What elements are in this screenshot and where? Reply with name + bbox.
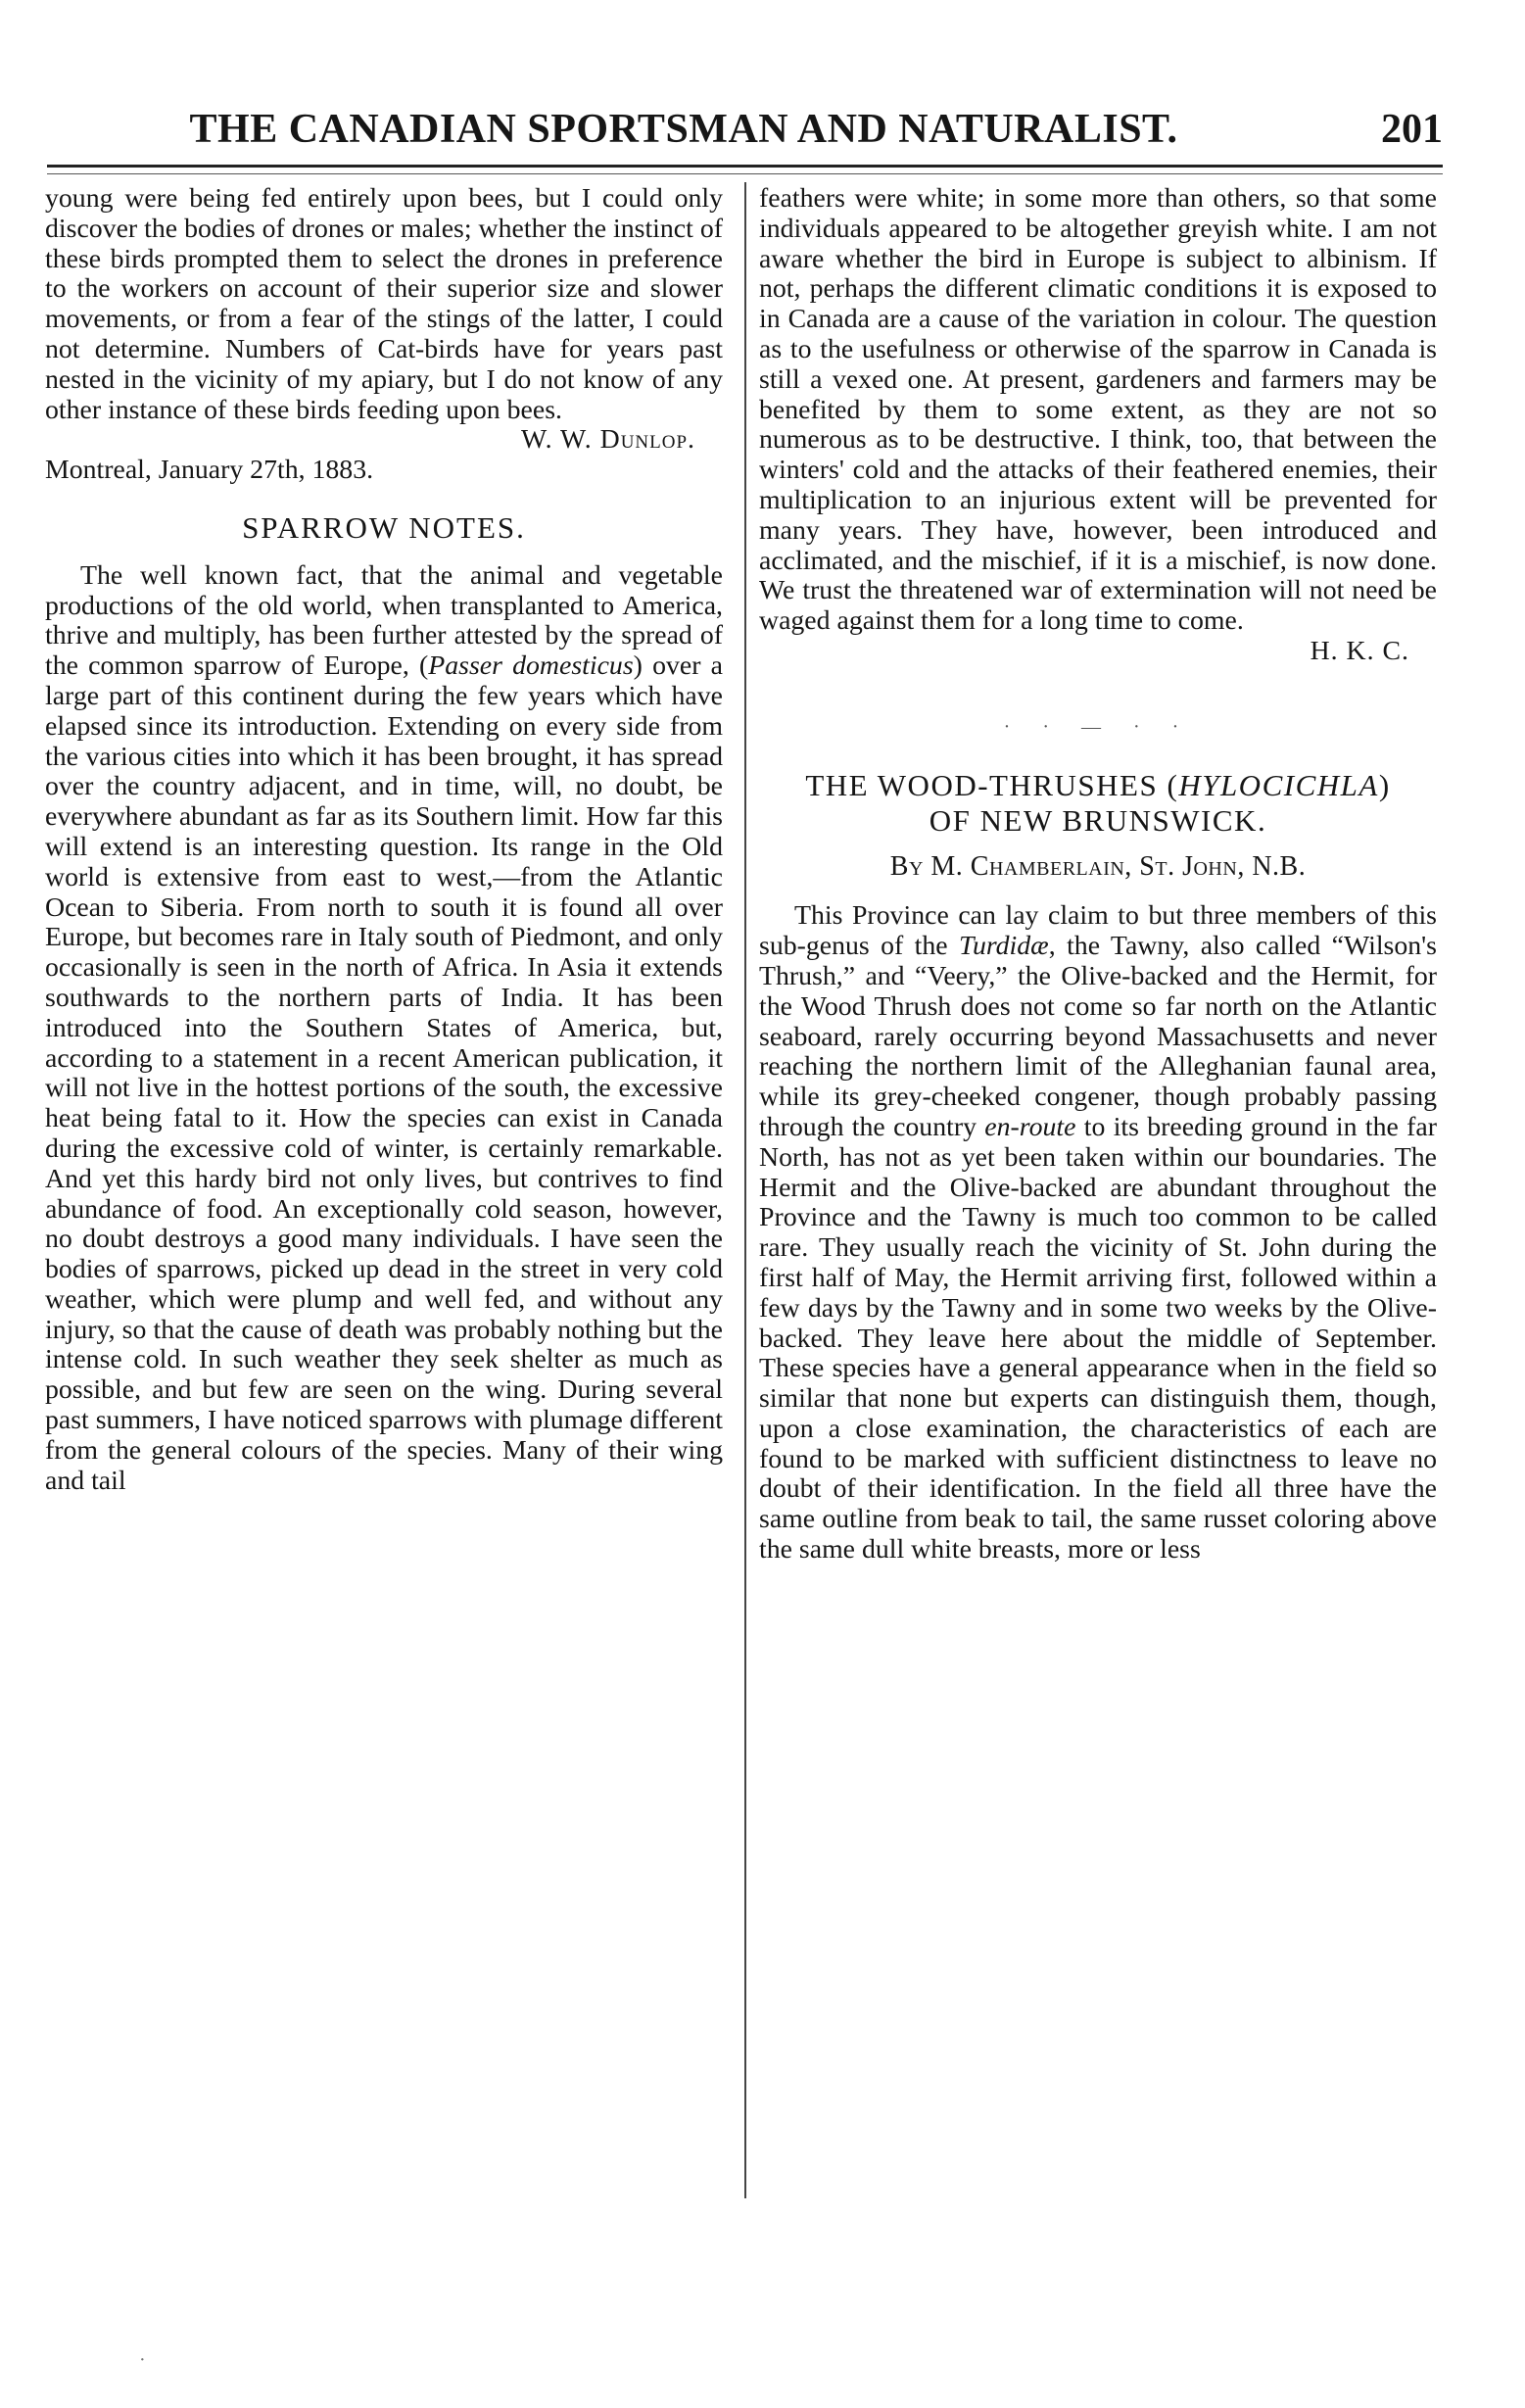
- section-heading-wood-thrushes: [759, 768, 1437, 839]
- column-divider: [744, 182, 746, 2198]
- page-number: 201: [1381, 107, 1443, 152]
- paragraph-thrushes: [759, 901, 1437, 1565]
- signature-dunlop: W. W. Dunlop.: [520, 424, 695, 456]
- heading-line-2: OF NEW BRUNSWICK.: [929, 802, 1267, 838]
- paragraph-sparrow: [45, 561, 723, 1497]
- signature-hkc: H. K. C.: [1310, 635, 1409, 666]
- header-rule: [47, 165, 1443, 168]
- family-name-turdidae: Turdidæ: [959, 931, 1049, 962]
- stray-mark: ·: [139, 2349, 146, 2371]
- dateline: Montreal, January 27th, 1883.: [45, 455, 374, 486]
- section-heading-sparrow-notes: SPARROW NOTES.: [242, 509, 526, 545]
- thrush-text-a: This Province can lay claim to but three members of this sub-genus of the: [759, 900, 1437, 962]
- genus-name: HYLOCICHLA: [1178, 767, 1379, 802]
- heading-text-a: THE WOOD-THRUSHES (: [805, 767, 1179, 802]
- heading-text-b: ): [1378, 767, 1391, 802]
- page-header: [47, 102, 1443, 161]
- latin-name-passer: Passer domesticus: [428, 650, 634, 682]
- sparrow-text-a: The well known fact, that the animal and vegetable productions of the old world, when transplanted to America, thrive and multiply, has been further attested by the spread of the common sparrow of Europe, (: [45, 559, 723, 682]
- left-column: [45, 184, 723, 1496]
- term-en-route: en-route: [984, 1111, 1076, 1142]
- right-column: [759, 184, 1437, 1565]
- section-separator: · · — · ·: [1003, 715, 1193, 738]
- sparrow-text-b: ) over a large part of this continent during the few years which have elapsed since its introduction. Extending on every side from the various cities into which it has been brought, it has spread over the country adjacent, and in time, will, no doubt, be everywhere abundant as far as its Southern limit. How far this will extend is an interesting question. Its range in the Old world is extensive from east to west,—from the Atlantic Ocean to Siberia. From north to south it is found all over Europe, but becomes rare in Italy south of Piedmont, and only occasionally is seen in the north of Africa. In Asia it extends southwards to the northern parts of India. It has been introduced into the Southern States of America, but, according to a statement in a recent American publication, it will not live in the hottest portions of the south, the excessive heat being fatal to it. How the species can exist in Canada during the excessive cold of winter, is certainly remarkable. And yet this hardy bird not only lives, but contrives to find abundance of food. An exceptionally cold season, however, no doubt destroys a good many individuals. I have seen the bodies of sparrows, picked up dead in the street in very cold weather, which were plump and well fed, and without any injury, so that the cause of death was probably nothing but the intense cold. In such weather they seek shelter as much as possible, and but few are seen on the wing. During several past summers, I have noticed sparrows with plumage different from the general colours of the species. Many of their wing and tail: [45, 650, 723, 1496]
- thrush-text-c: to its breeding ground in the far North, has not as yet been taken within our boundaries. The Hermit and the Olive-backed are abundant throughout the Province and the Tawny is much too common to be called rare. They usually reach the vicinity of St. John during the first half of May, the Hermit arriving first, followed within a few days by the Tawny and in some two weeks by the Olive-backed. They leave here about the middle of September. These species have a general appearance when in the field so similar that none but experts can distinguish them, though, upon a close examination, the characteristics of each are found to be marked with sufficient distinctness to leave no doubt of their identification. In the field all three have the same outline from beak to tail, the same russet coloring above the same dull white breasts, more or less: [759, 1111, 1437, 1565]
- header-rule-thin: [47, 173, 1443, 174]
- byline: By M. Chamberlain, St. John, N.B.: [889, 850, 1307, 882]
- paragraph-bees: young were being fed entirely upon bees, but I could only discover the bodies of drones or males; whether the instinct of these birds prompted them to select the drones in preference to the workers on account of their superior size and slower movements, or from a fear of the stings of the latter, I could not determine. Numbers of Cat-birds have for years past nested in the vicinity of my apiary, but I do not know of any other instance of these birds feeding upon bees.: [45, 183, 723, 425]
- running-title: THE CANADIAN SPORTSMAN AND NATURALIST.: [189, 107, 1178, 152]
- paragraph-sparrow-continued: feathers were white; in some more than others, so that some individuals appeared to be altogether greyish white. I am not aware whether the bird in Europe is subject to albinism. If not, perhaps the different climatic conditions it is exposed to in Canada are a cause of the variation in colour. The question as to the usefulness or otherwise of the sparrow in Canada is still a vexed one. At present, gardeners and farmers may be benefited by them to some extent, as they are not so numerous as to be destructive. I think, too, that between the winters' cold and the attacks of their feathered enemies, their multiplication to an injurious extent will be prevented for many years. They have, however, been introduced and acclimated, and the mischief, if it is a mischief, is now done. We trust the threatened war of extermination will not need be waged against them for a long time to come.: [759, 183, 1437, 637]
- thrush-text-b: , the Tawny, also called “Wilson's Thrush,” and “Veery,” the Olive-backed and the Hermit, for the Wood Thrush does not come so far north on the Atlantic seaboard, rarely occurring beyond Massachusetts and never reaching the northern limit of the Alleghanian faunal area, while its grey-cheeked congener, though probably passing through the country: [759, 931, 1437, 1142]
